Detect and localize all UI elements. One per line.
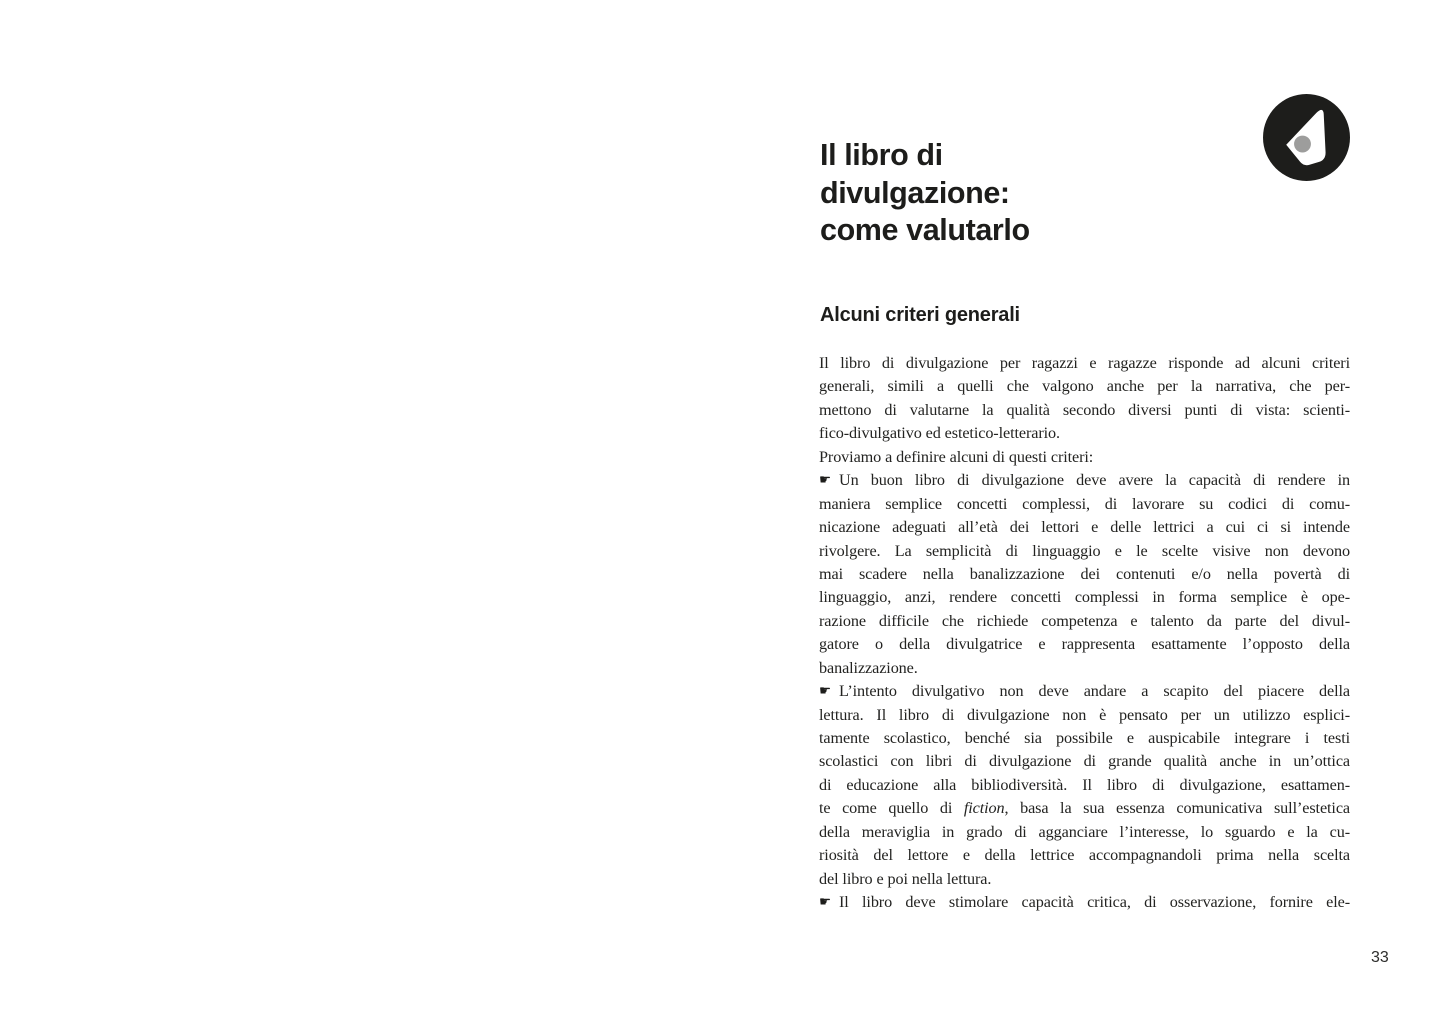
body-line: razione difficile che richiede competenza e talento da parte del divul-	[819, 611, 1350, 630]
body-line: Proviamo a definire alcuni di questi criteri:	[819, 447, 1094, 466]
body-line: lettura. Il libro di divulgazione non è pensato per un utilizzo esplici-	[819, 705, 1350, 724]
manicule-bullet-icon: ☛	[819, 683, 832, 700]
body-line: ☛ Il libro deve stimolare capacità critica, di osservazione, fornire ele-	[819, 893, 1350, 912]
page-title	[820, 137, 1280, 250]
body-line: gatore o della divulgatrice e rappresenta esattamente l’opposto della	[819, 635, 1350, 654]
body-line: linguaggio, anzi, rendere concetti complessi in forma semplice è ope-	[819, 588, 1350, 607]
body-line: te come quello di fiction, basa la sua essenza comunicativa sull’estetica	[819, 799, 1350, 818]
body-line: del libro e poi nella lettura.	[819, 869, 992, 888]
body-line: ☛ Un buon libro di divulgazione deve avere la capacità di rendere in	[819, 471, 1350, 490]
logo-dot	[1294, 136, 1311, 153]
body-line: riosità del lettore e della lettrice accompagnandoli prima nella scelta	[819, 846, 1350, 865]
body-text	[819, 352, 1350, 915]
body-line: tamente scolastico, benché sia possibile e auspicabile integrare i testi	[819, 729, 1350, 747]
title-line: Il libro di	[820, 138, 943, 172]
body-line: rivolgere. La semplicità di linguaggio e le scelte visive non devono	[819, 541, 1350, 560]
body-line: generali, simili a quelli che valgono anche per la narrativa, che per-	[819, 377, 1350, 396]
manicule-bullet-icon: ☛	[819, 472, 832, 489]
body-line: maniera semplice concetti complessi, di lavorare su codici di comu-	[819, 494, 1350, 513]
body-line: della meraviglia in grado di agganciare l’interesse, lo sguardo e la cu-	[819, 822, 1350, 841]
title-line: come valutarlo	[820, 213, 1030, 247]
title-line: divulgazione:	[820, 175, 1010, 210]
page-number: 33	[1371, 949, 1389, 966]
section-heading: Alcuni criteri generali	[820, 304, 1020, 326]
body-line: banalizzazione.	[819, 658, 918, 677]
body-line: mai scadere nella banalizzazione dei contenuti e/o nella povertà di	[819, 564, 1350, 583]
body-line: di educazione alla bibliodiversità. Il libro di divulgazione, esattamen-	[819, 775, 1350, 794]
body-line: ☛ L’intento divulgativo non deve andare a scapito del piacere della	[819, 682, 1350, 701]
body-line: Il libro di divulgazione per ragazzi e ragazze risponde ad alcuni criteri	[819, 354, 1350, 372]
body-line: scolastici con libri di divulgazione di grande qualità anche in un’ottica	[819, 752, 1350, 771]
body-line: fico-divulgativo ed estetico-letterario.	[819, 424, 1060, 443]
body-line: mettono di valutarne la qualità secondo diversi punti di vista: scienti-	[819, 400, 1350, 419]
manicule-bullet-icon: ☛	[819, 894, 832, 911]
body-line: nicazione adeguati all’età dei lettori e delle lettrici a cui ci si intende	[819, 518, 1350, 537]
